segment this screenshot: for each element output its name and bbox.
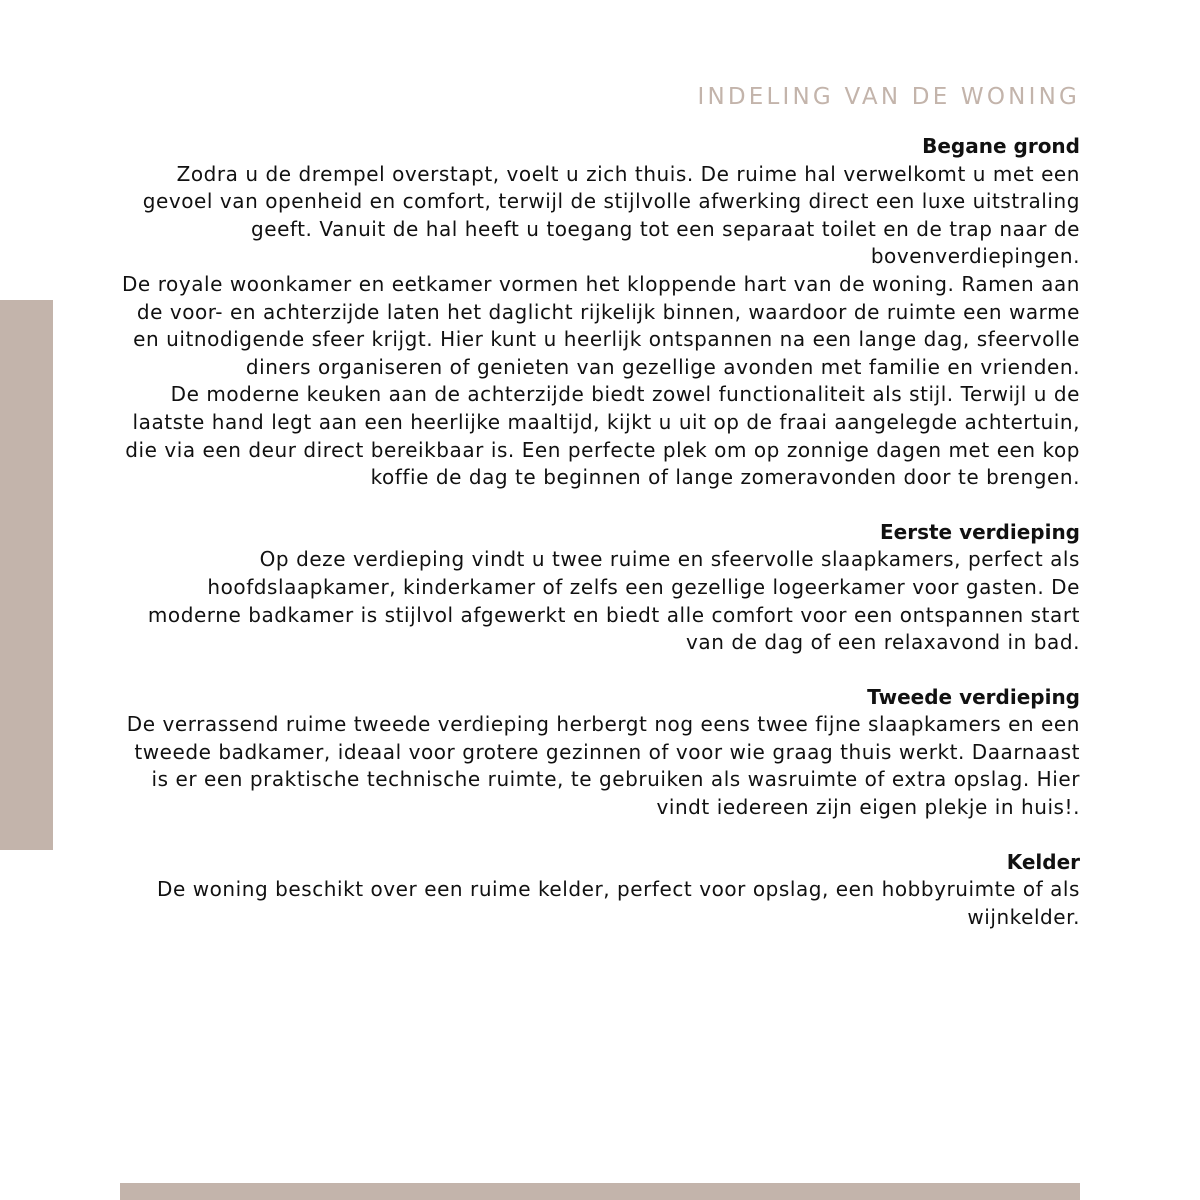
- section-heading: Kelder: [1006, 849, 1080, 874]
- section-kelder: [120, 849, 1080, 932]
- section-heading: Tweede verdieping: [867, 684, 1080, 709]
- section-tweede-verdieping: [120, 684, 1080, 822]
- section-paragraph: Zodra u de drempel overstapt, voelt u zich thuis. De ruime hal verwelkomt u met een gevoel van openheid en comfort, terwijl de stijlvolle afwerking direct een luxe uitstraling geeft. Vanuit de hal heeft u toegang tot een separaat toilet en de trap naar de bovenverdiepingen.: [142, 161, 1080, 269]
- section-paragraph: Op deze verdieping vindt u twee ruime en sfeervolle slaapkamers, perfect als hoofdslaapkamer, kinderkamer of zelfs een gezellige logeerkamer voor gasten. De moderne badkamer is stijlvol afgewerkt en biedt alle comfort voor een ontspannen start van de dag of een relaxavond in bad.: [147, 547, 1080, 655]
- section-heading: Begane grond: [922, 134, 1080, 158]
- section-paragraph: De moderne keuken aan de achterzijde biedt zowel functionaliteit als stijl. Terwijl u de laatste hand legt aan een heerlijke maaltijd, kijkt u uit op de fraai aangelegde achtertuin, die via een deur direct bereikbaar is. Een perfecte plek om op zonnige dagen met een kop koffie de dag te beginnen of lange zomeravonden door te brengen.: [125, 382, 1080, 490]
- section-paragraph: De woning beschikt over een ruime kelder, perfect voor opslag, een hobbyruimte of als wijnkelder.: [157, 877, 1080, 929]
- section-paragraph: De verrassend ruime tweede verdieping herbergt nog eens twee fijne slaapkamers en een tweede badkamer, ideaal voor grotere gezinnen of voor wie graag thuis werkt. Daarnaast is er een praktische technische ruimte, te gebruiken als wasruimte of extra opslag. Hier vindt iedereen zijn eigen plekje in huis!.: [126, 712, 1080, 820]
- bottom-accent-bar: [120, 1183, 1080, 1200]
- section-begane-grond: [120, 133, 1080, 492]
- section-paragraph: De royale woonkamer en eetkamer vormen het kloppende hart van de woning. Ramen aan de voor- en achterzijde laten het daglicht rijkelijk binnen, waardoor de ruimte een warme en uitnodigende sfeer krijgt. Hier kunt u heerlijk ontspannen na een lange dag, sfeervolle diners organiseren of genieten van gezellige avonden met familie en vrienden.: [121, 271, 1080, 379]
- section-heading: Eerste verdieping: [879, 519, 1080, 544]
- content-area: [120, 133, 1080, 931]
- section-eerste-verdieping: [120, 519, 1080, 657]
- side-accent-bar: [0, 300, 53, 850]
- page-title: INDELING VAN DE WONING: [697, 84, 1080, 110]
